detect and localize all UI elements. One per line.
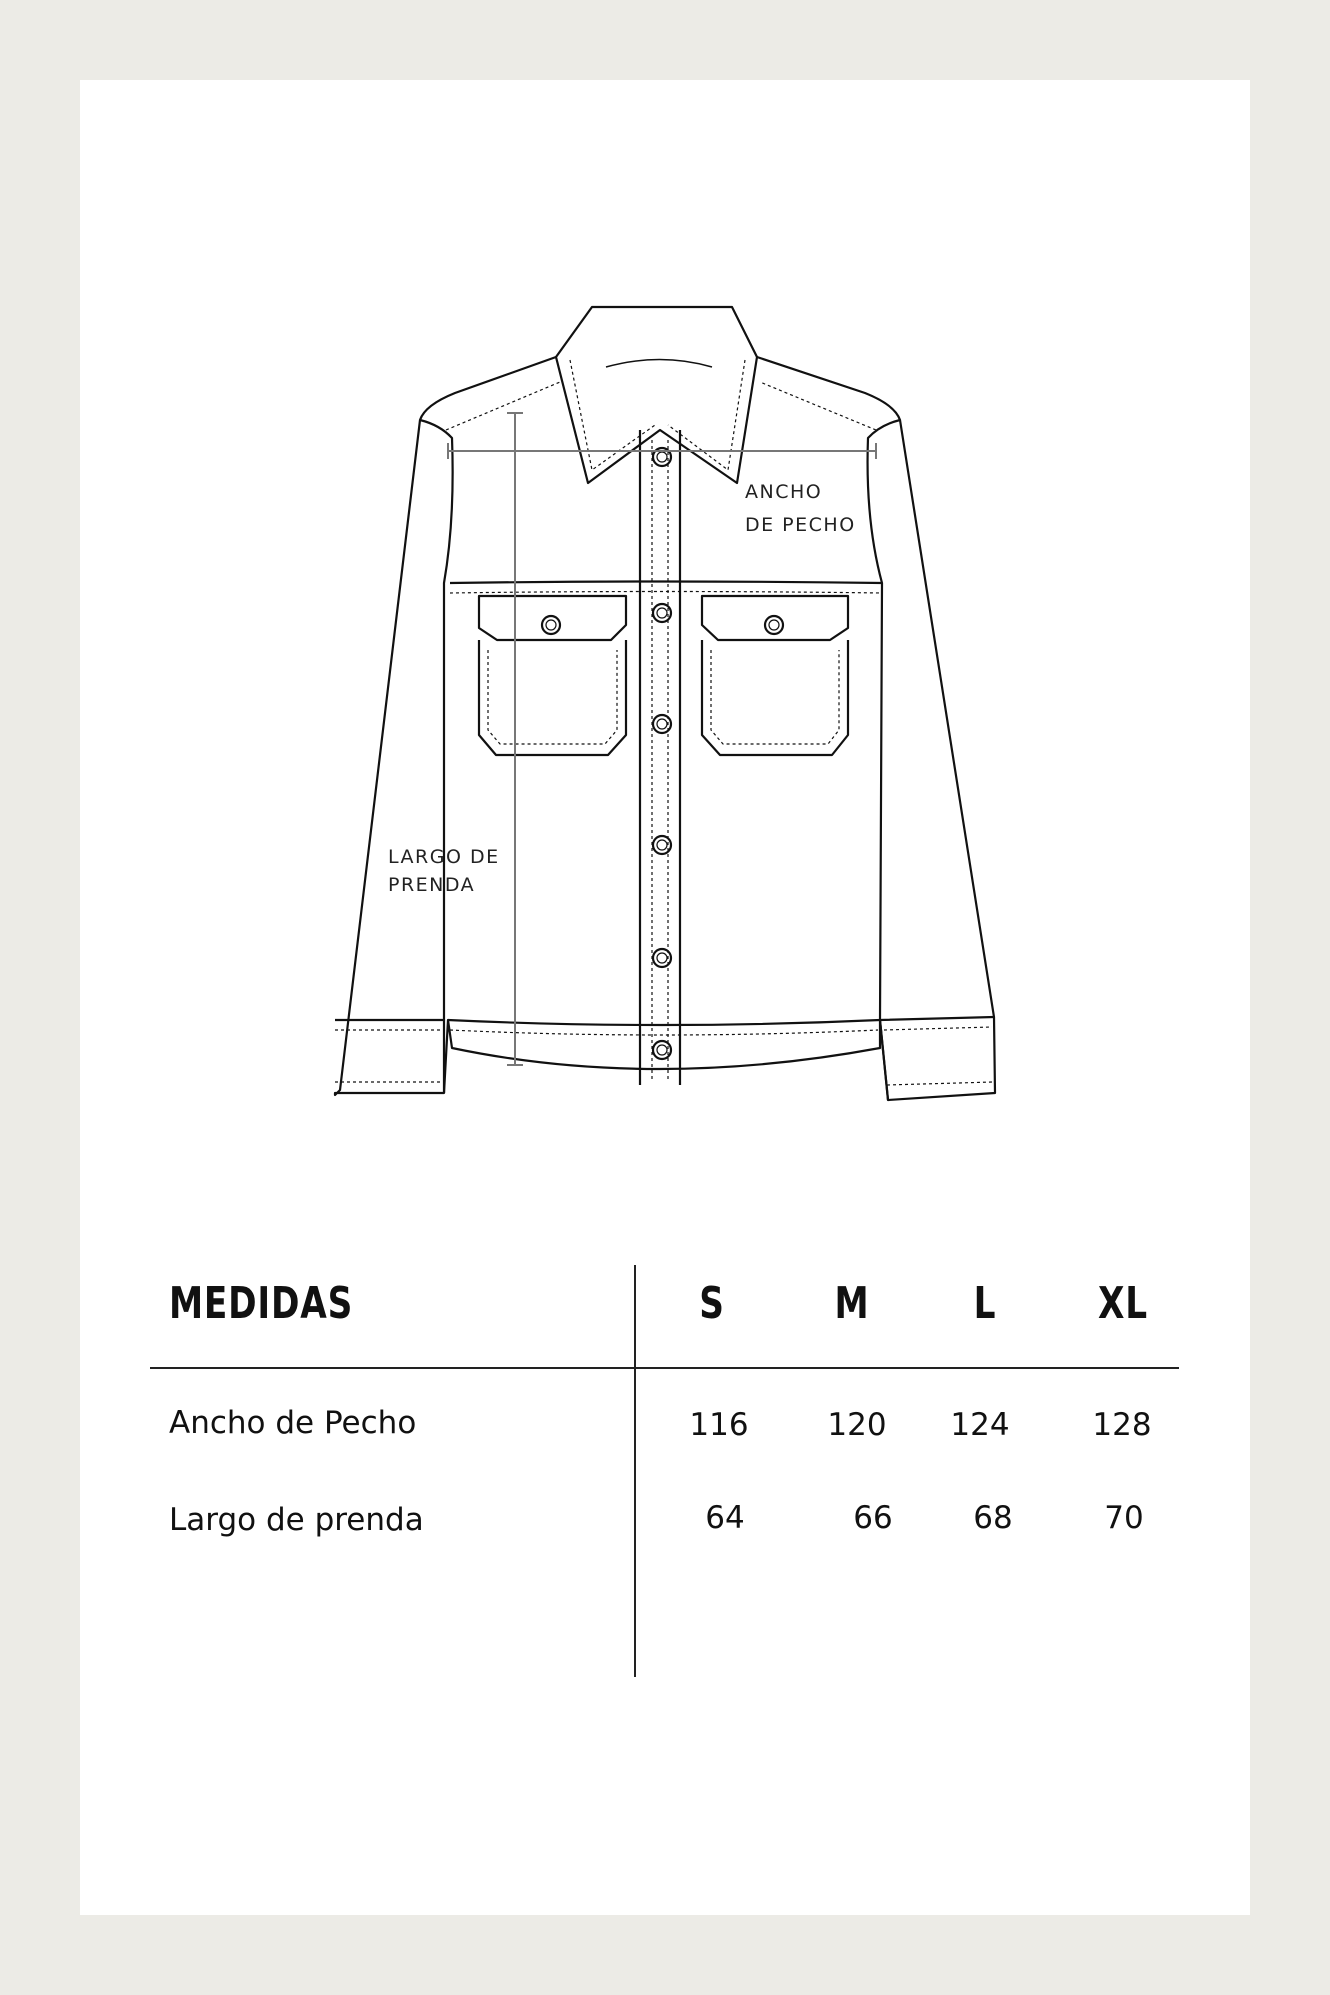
- length-measure-line: [507, 413, 523, 1065]
- table-cell: 120: [827, 1407, 887, 1443]
- table-header-divider: [150, 1367, 1179, 1369]
- table-cell: 64: [705, 1500, 745, 1536]
- length-label-line2: PRENDA: [388, 874, 476, 896]
- length-label-line1: LARGO DE: [388, 846, 500, 868]
- garment-length-label: [388, 843, 500, 899]
- row-label-length: Largo de prenda: [169, 1502, 424, 1538]
- size-header-s: S: [699, 1278, 725, 1329]
- row-label-chest: Ancho de Pecho: [169, 1405, 417, 1441]
- table-cell: 68: [973, 1500, 1013, 1536]
- table-column-divider: [634, 1265, 636, 1677]
- table-header-label: MEDIDAS: [169, 1278, 354, 1329]
- table-cell: 124: [950, 1407, 1010, 1443]
- size-header-xl: XL: [1098, 1278, 1148, 1329]
- left-sleeve: [335, 420, 453, 1020]
- chest-label-line1: ANCHO: [745, 481, 823, 503]
- waistband: [448, 1020, 880, 1025]
- table-cell: 116: [689, 1407, 749, 1443]
- table-cell: 128: [1092, 1407, 1152, 1443]
- table-cell: 70: [1104, 1500, 1144, 1536]
- table-cell: 66: [853, 1500, 893, 1536]
- chest-measure-line: [448, 443, 876, 459]
- placket: [640, 430, 680, 1085]
- size-header-l: L: [973, 1278, 997, 1329]
- size-header-m: M: [834, 1278, 870, 1329]
- chest-width-label: [745, 476, 856, 542]
- chest-label-line2: DE PECHO: [745, 514, 856, 536]
- right-sleeve: [868, 420, 994, 1020]
